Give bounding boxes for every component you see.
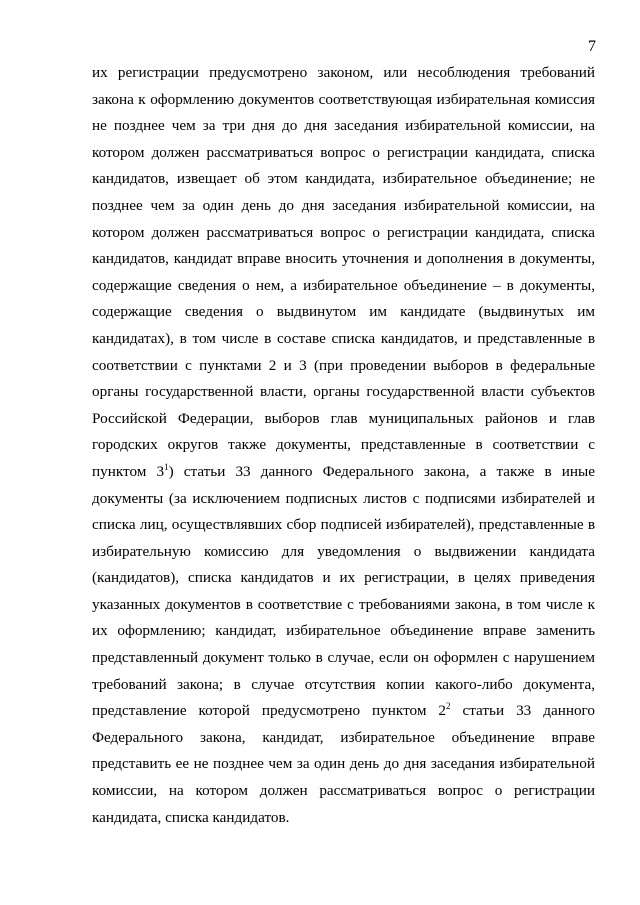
text-line: требований закона; в случае отсутствия копии какого-либо документа,: [92, 675, 595, 693]
text-line: комиссии, на котором должен рассматриваться вопрос о регистрации: [92, 782, 595, 800]
text-line: содержащие сведения о нем, а избирательное объединение – в документы,: [92, 276, 595, 294]
body-paragraph: [92, 60, 595, 831]
text-line: Федерального закона, кандидат, избирательное объединение вправе: [92, 728, 595, 746]
text-line: (кандидатов), списка кандидатов и их регистрации, в целях приведения: [92, 569, 595, 587]
text-line: кандидатов, кандидат вправе вносить уточнения и дополнения в документы,: [92, 250, 595, 268]
text-line-with-superscript: [92, 459, 595, 486]
text-line: Российской Федерации, выборов глав муниципальных районов и глав: [92, 409, 595, 427]
line-text-start: пунктом 3: [92, 462, 165, 480]
text-line: органы государственной власти, органы государственной власти субъектов: [92, 383, 595, 401]
text-line: кандидатов, извещает об этом кандидата, избирательное объединение; не: [92, 170, 595, 188]
page-number: 7: [588, 38, 596, 55]
text-line: их регистрации предусмотрено законом, или несоблюдения требований: [92, 64, 595, 81]
text-line: их оформлению; кандидат, избирательное объединение вправе заменить: [92, 622, 595, 640]
text-line: городских округов также документы, представленные в соответствии с: [92, 436, 595, 454]
superscript: 1: [164, 461, 169, 472]
text-line: позднее чем за один день до дня заседания избирательной комиссии, на: [92, 196, 595, 214]
text-line: котором должен рассматриваться вопрос о регистрации кандидата, списка: [92, 223, 595, 241]
text-line: документы (за исключением подписных листов с подписями избирателей и: [92, 489, 595, 507]
text-line: списка лиц, осуществлявших сбор подписей избирателей), представленные в: [92, 516, 595, 534]
text-line-with-superscript: [92, 698, 595, 725]
text-line: кандидатах), в том числе в составе списка кандидатов, и представленные в: [92, 329, 595, 347]
text-line: соответствии с пунктами 2 и 3 (при проведении выборов в федеральные: [92, 356, 595, 374]
text-line: представить ее не позднее чем за один день до дня заседания избирательной: [92, 755, 595, 773]
text-line: котором должен рассматриваться вопрос о регистрации кандидата, списка: [92, 143, 595, 161]
text-line: содержащие сведения о выдвинутом им кандидате (выдвинутых им: [92, 303, 595, 321]
text-line: не позднее чем за три дня до дня заседания избирательной комиссии, на: [92, 117, 595, 135]
superscript: 2: [446, 701, 451, 712]
line-text-end: статьи 33 данного: [450, 702, 595, 720]
line-text-end: ) статьи 33 данного Федерального закона, а также в иные: [168, 462, 596, 480]
text-line: закона к оформлению документов соответствующая избирательная комиссия: [92, 90, 595, 108]
text-line: указанных документов в соответствие с требованиями закона, в том числе к: [92, 595, 595, 613]
text-line: представленный документ только в случае, если он оформлен с нарушением: [92, 649, 595, 667]
line-text-start: представление которой предусмотрено пунктом 2: [92, 702, 447, 720]
text-line: избирательную комиссию для уведомления о выдвижении кандидата: [92, 542, 595, 560]
text-line-last: кандидата, списка кандидатов.: [92, 808, 290, 826]
